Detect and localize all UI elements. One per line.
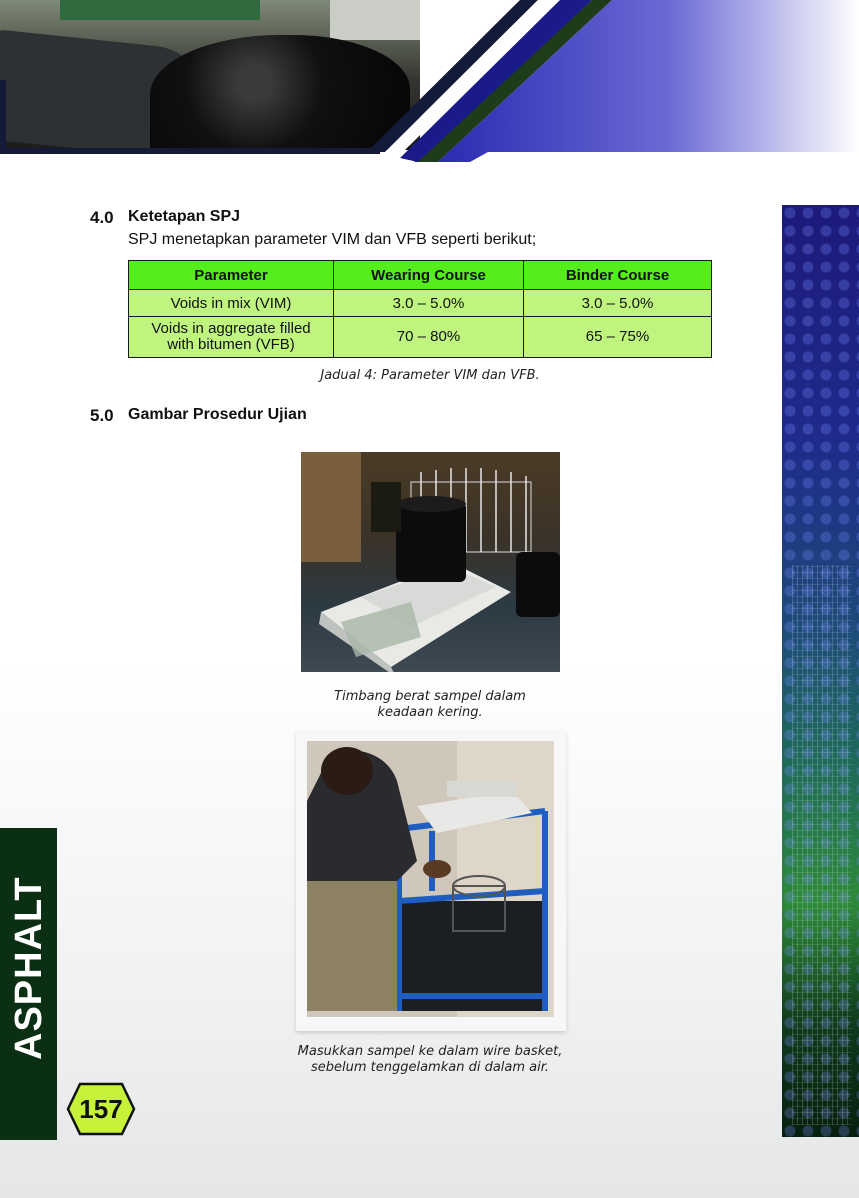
parameter-table — [128, 260, 712, 358]
figure-1-caption-line-1: Timbang berat sampel dalam — [334, 689, 526, 704]
table-row — [129, 317, 712, 358]
table-cell: 3.0 – 5.0% — [524, 290, 712, 317]
side-banner-building-grid — [792, 565, 852, 1125]
table-cell: 3.0 – 5.0% — [334, 290, 524, 317]
table-header-binder-course: Binder Course — [524, 261, 712, 290]
table-cell-line: with bitumen (VFB) — [167, 336, 295, 353]
figure-1-caption-line-2: keadaan kering. — [377, 705, 483, 720]
table-caption — [280, 368, 580, 384]
scale-illustration — [301, 452, 560, 672]
table-cell: Voids in mix (VIM) — [129, 290, 334, 317]
figure-2-caption-line-2: sebelum tenggelamkan di dalam air. — [310, 1060, 550, 1075]
table-cell-line: Voids in aggregate filled — [151, 320, 311, 337]
section-5-title: Gambar Prosedur Ujian — [128, 406, 307, 423]
table-caption-text: : Parameter VIM dan VFB. — [372, 368, 540, 383]
page-number: 157 — [79, 1094, 123, 1124]
figure-2-caption — [270, 1044, 590, 1076]
figure-2-caption-line-1: Masukkan sampel ke dalam wire basket, — [297, 1044, 563, 1059]
figure-1-photo-weighing — [301, 452, 560, 672]
figure-1-caption — [300, 689, 560, 721]
table-row — [129, 290, 712, 317]
table-header-parameter: Parameter — [129, 261, 334, 290]
section-4-title: Ketetapan SPJ — [128, 208, 241, 225]
section-4-number: 4.0 — [90, 208, 114, 227]
table-cell: 70 – 80% — [334, 317, 524, 358]
wire-basket-illustration — [307, 741, 554, 1017]
chapter-label: ASPHALT — [8, 876, 50, 1060]
section-4-intro: SPJ menetapkan parameter VIM dan VFB seperti berikut; — [128, 231, 537, 248]
table-caption-number: 4 — [364, 368, 373, 383]
section-5-number: 5.0 — [90, 406, 114, 425]
figure-2-photo-wire-basket — [307, 741, 554, 1017]
page-number-badge — [66, 1082, 136, 1136]
side-banner-decoration — [782, 205, 859, 1137]
table-cell — [129, 317, 334, 358]
table-cell: 65 – 75% — [524, 317, 712, 358]
table-header-row — [129, 261, 712, 290]
table-header-wearing-course: Wearing Course — [334, 261, 524, 290]
header-stripes — [0, 0, 859, 165]
table-caption-prefix: Jadual — [320, 368, 365, 383]
